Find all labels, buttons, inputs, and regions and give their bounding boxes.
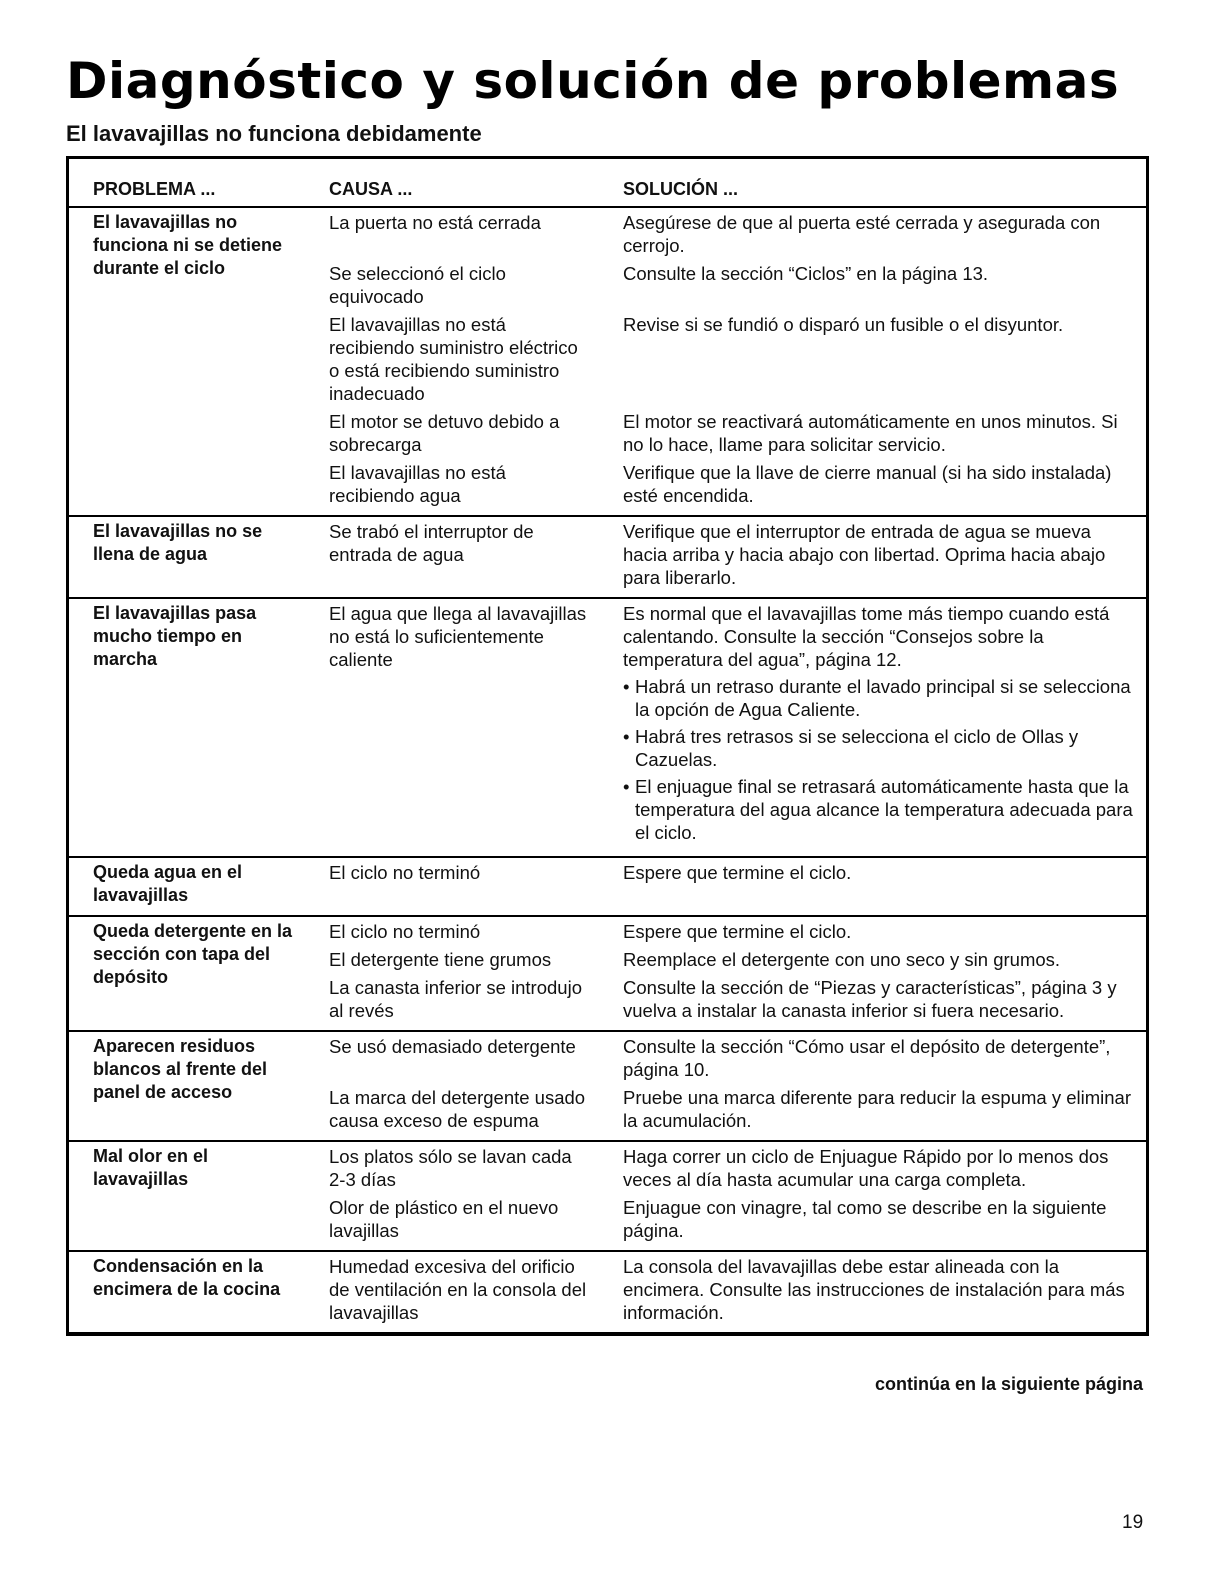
solution-text: La consola del lavavajillas debe estar alineada con la encimera. Consulte las instrucciones de instalación para más información.: [623, 1256, 1125, 1323]
page-number: 19: [1122, 1512, 1144, 1533]
header-problem: PROBLEMA ...: [93, 179, 216, 199]
solution-text: Consulte la sección de “Piezas y características”, página 3 y vuelva a instalar la canasta inferior si fuera necesario.: [623, 977, 1117, 1021]
cause-cell: Se usó demasiado detergente: [329, 1036, 576, 1057]
problem-group: [69, 1141, 1146, 1251]
cause-cell: Humedad excesiva del orificio de ventilación en la consola del lavavajillas: [329, 1256, 587, 1323]
cause-cell: El lavavajillas no está recibiendo agua: [329, 462, 506, 506]
solution-text: Haga correr un ciclo de Enjuague Rápido por lo menos dos veces al día hasta acumular una carga completa.: [623, 1146, 1109, 1190]
cause-cell: El detergente tiene grumos: [329, 949, 552, 970]
cause-cell: Los platos sólo se lavan cada 2-3 días: [329, 1146, 572, 1190]
cause-cell: Se seleccionó el ciclo equivocado: [329, 263, 506, 307]
solution-cell: [602, 1251, 1146, 1332]
table-row: [69, 916, 1146, 943]
header-solution: SOLUCIÓN ...: [623, 179, 739, 199]
solution-cell: [602, 1031, 1146, 1081]
solution-cell: [602, 916, 1146, 943]
solution-text: Consulte la sección “Cómo usar el depósito de detergente”, página 10.: [623, 1036, 1111, 1080]
cause-cell: El lavavajillas no está recibiendo suministro eléctrico o está recibiendo suministro inadecuado: [329, 314, 578, 404]
solution-cell: [602, 598, 1146, 857]
solution-text: Verifique que la llave de cierre manual (si ha sido instalada) esté encendida.: [623, 462, 1112, 506]
solution-cell: [602, 1141, 1146, 1191]
cause-cell: El ciclo no terminó: [329, 862, 481, 883]
solution-cell: [602, 1191, 1146, 1251]
solution-cell: [602, 308, 1146, 405]
page-title: Diagnóstico y solución de problemas: [66, 52, 1120, 110]
cause-cell: El motor se detuvo debido a sobrecarga: [329, 411, 560, 455]
solution-cell: [602, 405, 1146, 456]
table-row: [69, 857, 1146, 916]
problem-cell: Condensación en la encimera de la cocina: [93, 1256, 281, 1299]
solution-text: Pruebe una marca diferente para reducir la espuma y eliminar la acumulación.: [623, 1087, 1131, 1131]
solution-text: Revise si se fundió o disparó un fusible o el disyuntor.: [623, 314, 1064, 335]
solution-cell: [602, 1081, 1146, 1141]
troubleshooting-table: [66, 156, 1149, 1336]
solution-cell: [602, 516, 1146, 598]
bullet-item: • Habrá tres retrasos si se selecciona el ciclo de Ollas y Cazuelas.: [623, 725, 1140, 771]
cause-cell: El ciclo no terminó: [329, 921, 481, 942]
solution-text: Es normal que el lavavajillas tome más tiempo cuando está calentando. Consulte la sección “Consejos sobre la temperatura del agua”, página 12.: [623, 603, 1110, 670]
problem-group: [69, 207, 1146, 516]
cause-cell: La canasta inferior se introdujo al revés: [329, 977, 582, 1021]
table-row: [69, 1031, 1146, 1081]
table-row: [69, 1251, 1146, 1332]
problem-group: [69, 916, 1146, 1031]
solution-cell: [602, 857, 1146, 916]
cause-cell: El agua que llega al lavavajillas no está lo suficientemente caliente: [329, 603, 587, 670]
solution-text: Reemplace el detergente con uno seco y sin grumos.: [623, 949, 1061, 970]
solution-text: Enjuague con vinagre, tal como se describe en la siguiente página.: [623, 1197, 1107, 1241]
problem-group: [69, 1031, 1146, 1141]
solution-text: Espere que termine el ciclo.: [623, 862, 852, 883]
solution-text: Espere que termine el ciclo.: [623, 921, 852, 942]
cause-cell: La puerta no está cerrada: [329, 212, 541, 233]
solution-text: El motor se reactivará automáticamente en unos minutos. Si no lo hace, llame para solicitar servicio.: [623, 411, 1118, 455]
header-cause: CAUSA ...: [329, 179, 413, 199]
table-row: [69, 598, 1146, 857]
solution-cell: [602, 207, 1146, 257]
solution-cell: [602, 943, 1146, 971]
cause-cell: Se trabó el interruptor de entrada de agua: [329, 521, 534, 565]
solution-cell: [602, 456, 1146, 516]
table-row: [69, 207, 1146, 257]
solution-text: Consulte la sección “Ciclos” en la página 13.: [623, 263, 989, 284]
table-row: [69, 1141, 1146, 1191]
cause-cell: Olor de plástico en el nuevo lavajillas: [329, 1197, 559, 1241]
problem-cell: El lavavajillas no se llena de agua: [93, 521, 263, 564]
bullet-item: • El enjuague final se retrasará automáticamente hasta que la temperatura del agua alcance la temperatura adecuada para el ciclo.: [623, 775, 1140, 844]
table-header-row: [69, 159, 1146, 207]
continued-note: continúa en la siguiente página: [874, 1374, 1143, 1394]
problem-cell: Queda agua en el lavavajillas: [93, 862, 243, 905]
problem-cell: Queda detergente en la sección con tapa del depósito: [93, 921, 293, 987]
table-row: [69, 516, 1146, 598]
section-subtitle: El lavavajillas no funciona debidamente: [66, 121, 482, 146]
problem-cell: El lavavajillas no funciona ni se detiene durante el ciclo: [93, 212, 283, 278]
solution-cell: [602, 257, 1146, 308]
solution-cell: [602, 971, 1146, 1031]
problem-cell: Mal olor en el lavavajillas: [93, 1146, 209, 1189]
problem-group: [69, 516, 1146, 598]
problem-group: [69, 857, 1146, 916]
problem-cell: El lavavajillas pasa mucho tiempo en marcha: [93, 603, 257, 669]
problem-group: [69, 1251, 1146, 1332]
bullet-item: • Habrá un retraso durante el lavado principal si se selecciona la opción de Agua Caliente.: [623, 675, 1140, 721]
solution-text: Asegúrese de que al puerta esté cerrada y asegurada con cerrojo.: [623, 212, 1101, 256]
problem-cell: Aparecen residuos blancos al frente del panel de acceso: [93, 1036, 268, 1102]
cause-cell: La marca del detergente usado causa exceso de espuma: [329, 1087, 586, 1131]
problem-group: [69, 598, 1146, 857]
solution-bullets: [623, 675, 1140, 844]
solution-text: Verifique que el interruptor de entrada de agua se mueva hacia arriba y hacia abajo con libertad. Oprima hacia abajo para liberarlo.: [623, 521, 1106, 588]
